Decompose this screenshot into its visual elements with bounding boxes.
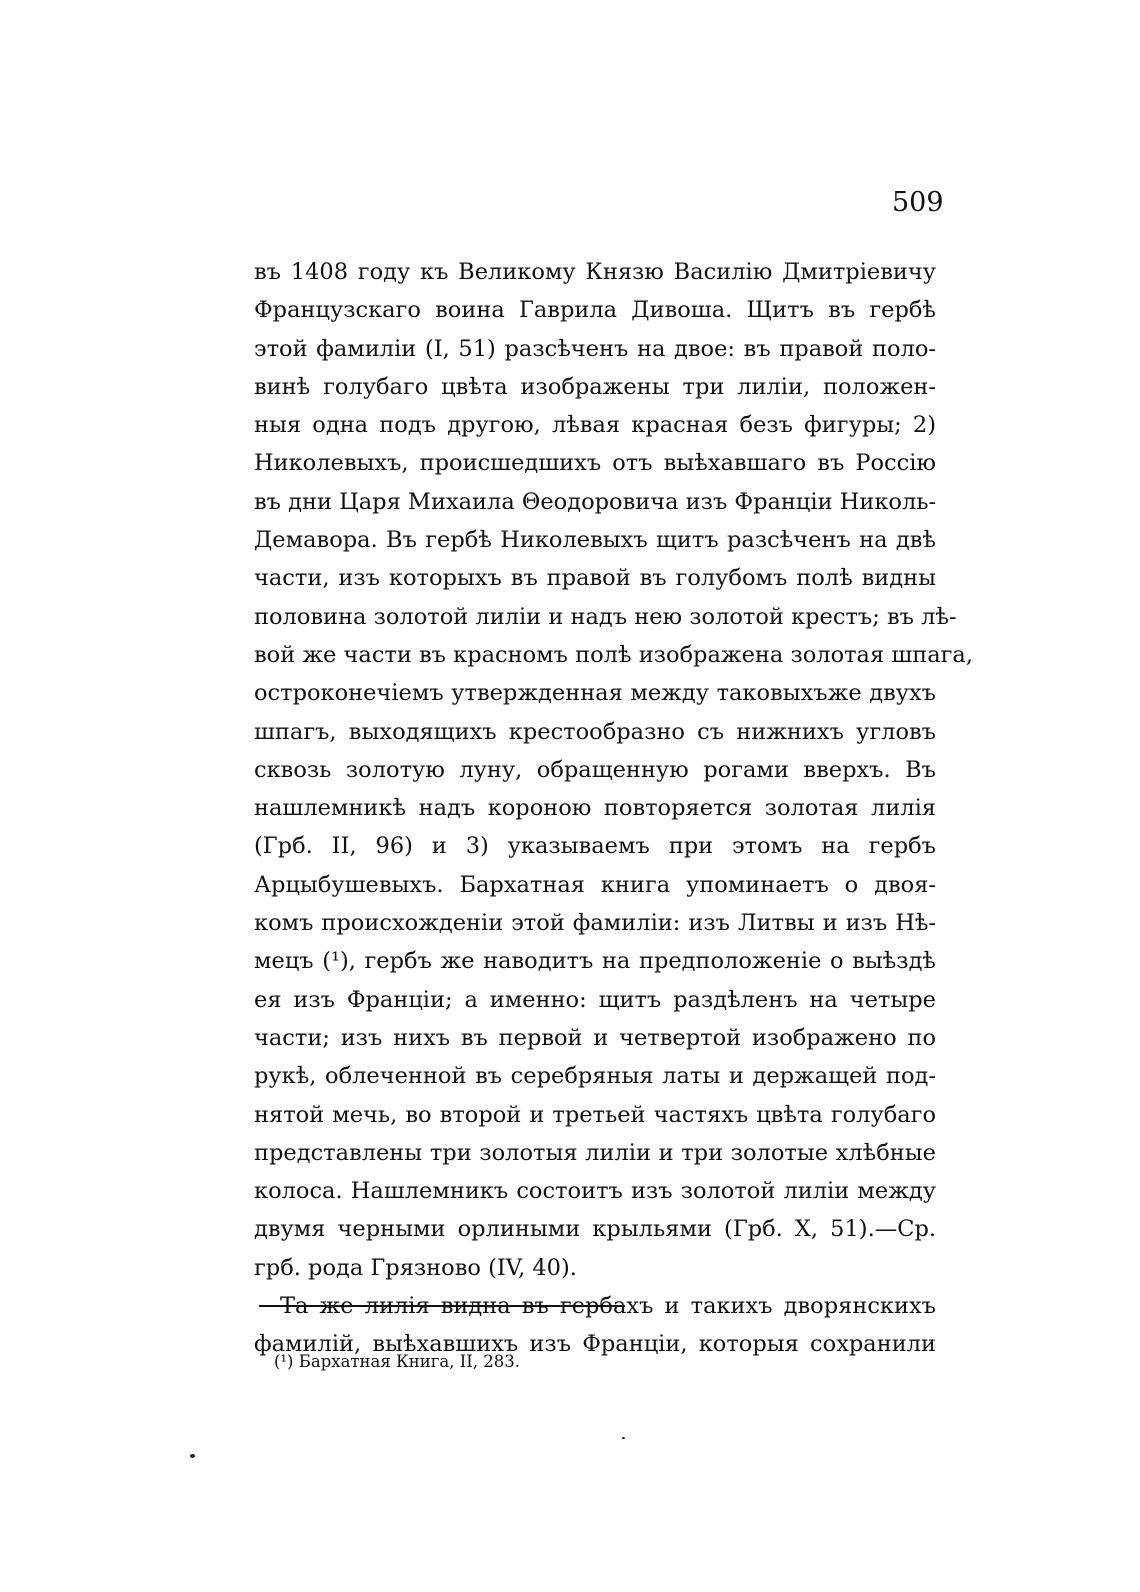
text-line: комъ происхожденіи этой фамиліи: изъ Литвы и изъ Нѣ- xyxy=(254,910,936,937)
text-line: половина золотой лиліи и надъ нею золотой крестъ; въ лѣ- xyxy=(254,603,957,630)
text-line: Николевыхъ, происшедшихъ отъ выѣхавшаго въ Россію xyxy=(254,450,936,477)
text-line: двумя черными орлиными крыльями (Грб. X, 51).—Ср. xyxy=(254,1216,936,1243)
text-line: Арцыбушевыхъ. Бархатная книга упоминаетъ о двоя- xyxy=(254,871,936,898)
text-line: рукѣ, облеченной въ серебряныя латы и держащей под- xyxy=(254,1063,936,1090)
page-number: 509 xyxy=(892,187,944,218)
text-line: Та же лилія видна въ гербахъ и такихъ дворянскихъ xyxy=(280,1293,936,1320)
text-line: этой фамиліи (I, 51) разсѣченъ на двое: въ правой поло- xyxy=(254,335,936,362)
text-line: нашлемникѣ надъ короною повторяется золотая лилія xyxy=(254,795,936,822)
text-line: шпагъ, выходящихъ крестообразно съ нижнихъ угловъ xyxy=(254,718,936,745)
text-line: части, изъ которыхъ въ правой въ голубомъ полѣ видны xyxy=(254,565,936,592)
text-line: винѣ голубаго цвѣта изображены три лиліи, положен- xyxy=(254,373,936,400)
footnote: (¹) Бархатная Книга, II, 283. xyxy=(274,1352,521,1371)
paragraph-end-line: грб. рода Грязново (IV, 40). xyxy=(254,1254,577,1281)
text-line: колоса. Нашлемникъ состоитъ изъ золотой лиліи между xyxy=(254,1178,936,1205)
text-line: остроконечіемъ утвержденная между таковыхъже двухъ xyxy=(254,680,936,707)
body-text xyxy=(254,253,974,1364)
text-line: (Грб. II, 96) и 3) указываемъ при этомъ на гербъ xyxy=(254,833,936,860)
text-line: ея изъ Франціи; а именно: щитъ раздѣленъ на четыре xyxy=(254,986,936,1013)
text-line: въ дни Царя Михаила Θеодоровича изъ Франціи Николь- xyxy=(254,488,937,515)
scan-speck xyxy=(622,1437,625,1439)
text-line: сквозь золотую луну, обращенную рогами вверхъ. Въ xyxy=(254,756,936,783)
text-line: Французскаго воина Гаврила Дивоша. Щитъ въ гербѣ xyxy=(254,297,936,324)
footnote-divider xyxy=(259,1305,625,1307)
text-line: ныя одна подъ другою, лѣвая красная безъ фигуры; 2) xyxy=(254,412,936,439)
text-line: нятой мечь, во второй и третьей частяхъ цвѣта голубаго xyxy=(254,1101,936,1128)
text-line: въ 1408 году къ Великому Князю Василію Дмитріевичу xyxy=(254,259,936,285)
text-line: представлены три золотыя лиліи и три золотые хлѣбные xyxy=(254,1139,936,1166)
text-line: фамилій, выѣхавшихъ изъ Франціи, которыя сохранили xyxy=(254,1331,936,1358)
text-line: части; изъ нихъ въ первой и четвертой изображено по xyxy=(254,1024,936,1051)
text-line: мецъ (¹), гербъ же наводитъ на предположеніе о выѣздѣ xyxy=(254,948,936,975)
text-line: вой же части въ красномъ полѣ изображена золотая шпага, xyxy=(254,641,974,668)
scan-speck xyxy=(190,1454,195,1458)
text-line: Демавора. Въ гербѣ Николевыхъ щитъ разсѣченъ на двѣ xyxy=(254,527,936,554)
